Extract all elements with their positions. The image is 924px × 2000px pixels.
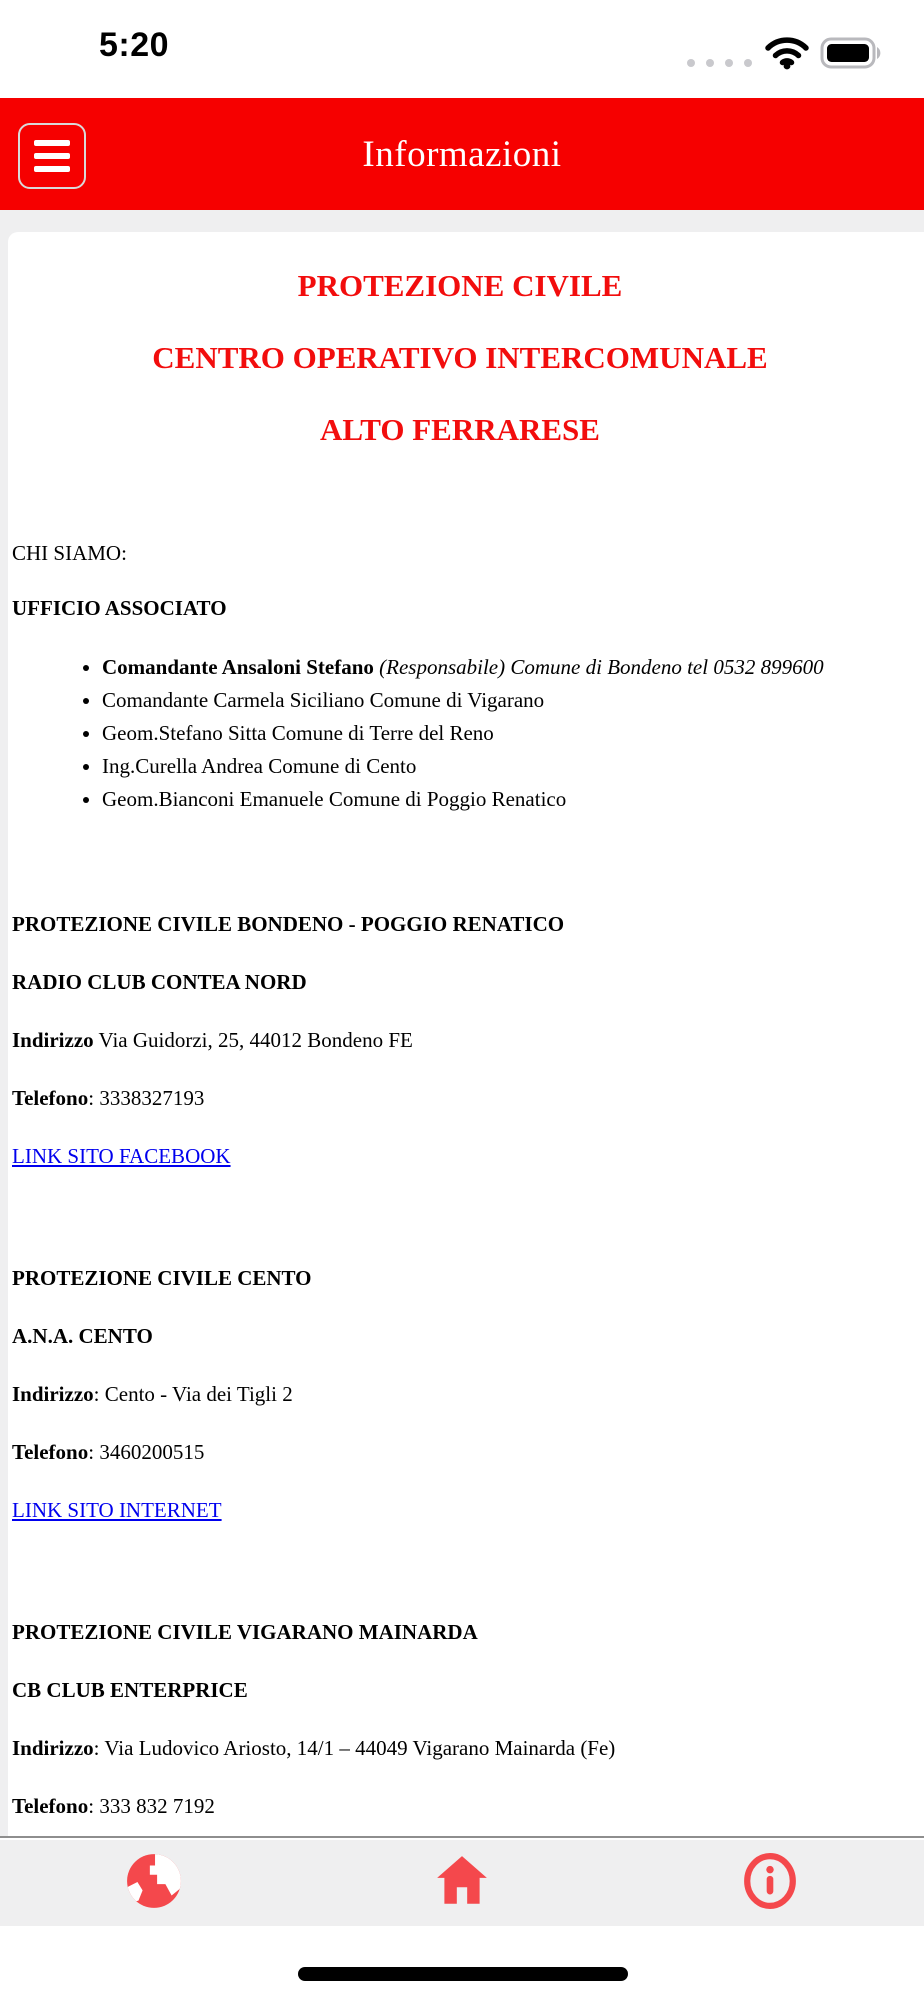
section-vigarano-mainarda [12,1619,908,1820]
bottom-safe-area [0,1926,924,2000]
page-title: Informazioni [362,133,562,175]
status-icons [687,36,882,75]
home-indicator[interactable] [298,1967,628,1981]
main-heading-line: PROTEZIONE CIVILE [297,268,623,303]
section-bondeno-poggio-renatico [12,911,908,1170]
member-list [12,651,908,816]
phone-row: Telefono: 3460200515 [12,1440,205,1464]
main-heading-block [12,268,908,448]
main-heading-line: CENTRO OPERATIVO INTERCOMUNALE [152,340,768,375]
section-title: PROTEZIONE CIVILE CENTO [12,1266,312,1290]
wifi-icon [764,36,810,75]
document-card [8,232,924,1838]
internet-site-link[interactable]: LINK SITO INTERNET [12,1498,222,1522]
bottom-toolbar [0,1840,924,1926]
address-row: Indirizzo: Via Ludovico Ariosto, 14/1 – 44049 Vigarano Mainarda (Fe) [12,1736,616,1760]
globe-button[interactable] [0,1840,308,1926]
clock-label: 5:20 [99,26,170,64]
section-subtitle: RADIO CLUB CONTEA NORD [12,970,307,994]
home-button[interactable] [308,1840,616,1926]
status-bar [0,0,924,98]
main-heading-line: ALTO FERRARESE [320,412,600,447]
phone-row: Telefono: 3338327193 [12,1086,205,1110]
facebook-site-link[interactable]: LINK SITO FACEBOOK [12,1144,231,1168]
section-subtitle: A.N.A. CENTO [12,1324,153,1348]
phone-row: Telefono: 333 832 7192 [12,1794,215,1818]
cellular-signal-icon [687,59,752,67]
app-header [0,98,924,210]
address-row: Indirizzo: Cento - Via dei Tigli 2 [12,1382,293,1406]
info-icon [741,1852,799,1915]
section-title: PROTEZIONE CIVILE BONDENO - POGGIO RENATICO [12,912,565,936]
list-item: • Comandante Carmela Siciliano Comune di Vigarano [102,684,908,717]
list-item: • Geom.Stefano Sitta Comune di Terre del Reno [102,717,908,750]
section-cento [12,1265,908,1524]
home-icon [433,1852,491,1915]
list-item: • Ing.Curella Andrea Comune di Cento [102,750,908,783]
ufficio-heading: UFFICIO ASSOCIATO [12,596,227,620]
content-scroll-area[interactable] [0,210,924,1838]
section-title: PROTEZIONE CIVILE VIGARANO MAINARDA [12,1620,478,1644]
section-subtitle: CB CLUB ENTERPRICE [12,1678,248,1702]
link-row [12,1497,908,1524]
list-item: • Geom.Bianconi Emanuele Comune di Poggio Renatico [102,783,908,816]
link-row [12,1143,908,1170]
menu-button[interactable] [18,123,86,189]
chi-siamo-label: CHI SIAMO: [12,541,127,565]
info-button[interactable] [616,1840,924,1926]
globe-icon [125,1852,183,1915]
battery-icon [820,37,882,74]
address-row: Indirizzo Via Guidorzi, 25, 44012 Bondeno FE [12,1028,413,1052]
list-item: • Comandante Ansaloni Stefano (Responsabile) Comune di Bondeno tel 0532 899600 [102,651,908,684]
